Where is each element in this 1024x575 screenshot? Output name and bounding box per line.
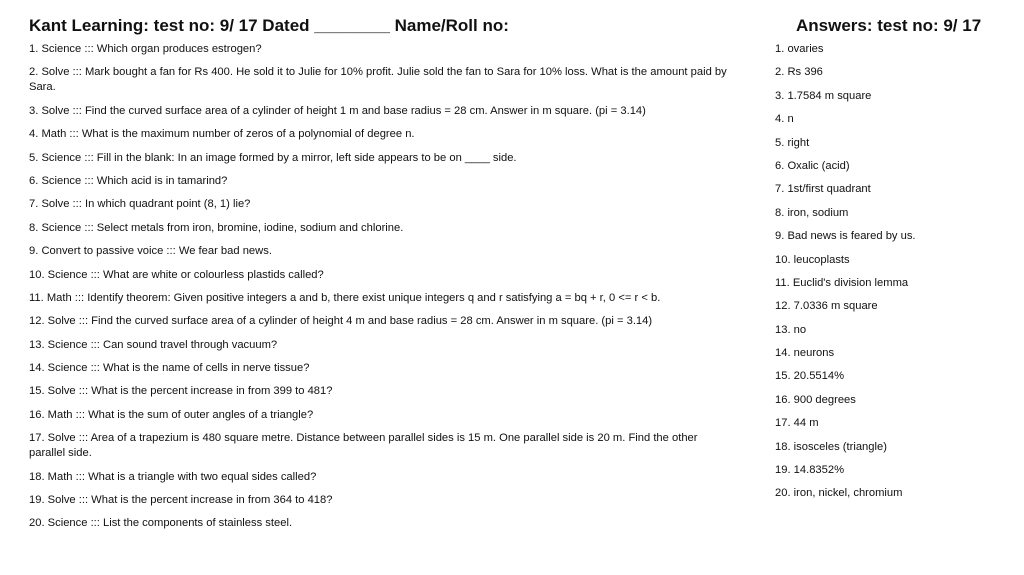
answer-item: 4. n xyxy=(775,113,794,126)
question-item: 2. Solve ::: Mark bought a fan for Rs 400. He sold it to Julie for 10% profit. Julie sold the fan to Sara for 10% loss. What is the amount paid by Sara. xyxy=(29,66,727,94)
worksheet-column xyxy=(29,14,729,540)
question-item: 8. Science ::: Select metals from iron, bromine, iodine, sodium and chlorine. xyxy=(29,221,404,234)
answers-title: Answers: test no: 9/ 17 xyxy=(796,16,982,35)
answer-item: 17. 44 m xyxy=(775,417,819,430)
question-item: 7. Solve ::: In which quadrant point (8, 1) lie? xyxy=(29,198,251,211)
answer-item: 20. iron, nickel, chromium xyxy=(775,487,903,500)
question-item: 9. Convert to passive voice ::: We fear bad news. xyxy=(29,245,272,258)
question-item: 12. Solve ::: Find the curved surface area of a cylinder of height 4 m and base radius = 28 cm. Answer in m square. (pi = 3.14) xyxy=(29,315,653,328)
answer-item: 9. Bad news is feared by us. xyxy=(775,230,916,243)
question-item: 6. Science ::: Which acid is in tamarind? xyxy=(29,174,228,187)
answer-item: 3. 1.7584 m square xyxy=(775,89,872,102)
answer-item: 13. no xyxy=(775,323,807,336)
question-item: 19. Solve ::: What is the percent increase in from 364 to 418? xyxy=(29,494,333,507)
answer-item: 11. Euclid's division lemma xyxy=(775,276,909,289)
question-item: 15. Solve ::: What is the percent increase in from 399 to 481? xyxy=(29,385,333,398)
question-item: 13. Science ::: Can sound travel through vacuum? xyxy=(29,338,278,351)
answer-item: 5. right xyxy=(775,136,810,149)
answer-item: 8. iron, sodium xyxy=(775,206,849,219)
answer-item: 6. Oxalic (acid) xyxy=(775,159,850,172)
answer-item: 15. 20.5514% xyxy=(775,370,845,383)
question-item: 10. Science ::: What are white or colourless plastids called? xyxy=(29,268,324,281)
question-item: 4. Math ::: What is the maximum number of zeros of a polynomial of degree n. xyxy=(29,128,415,141)
answers-column xyxy=(775,14,1010,510)
question-item: 17. Solve ::: Area of a trapezium is 480 square metre. Distance between parallel sides is 15 m. One parallel side is 20 m. Find the other parallel side. xyxy=(29,432,698,460)
answer-list xyxy=(775,42,1010,501)
question-item: 3. Solve ::: Find the curved surface area of a cylinder of height 1 m and base radius = 28 cm. Answer in m square. (pi = 3.14) xyxy=(29,104,646,117)
question-item: 14. Science ::: What is the name of cells in nerve tissue? xyxy=(29,362,310,375)
question-item: 5. Science ::: Fill in the blank: In an image formed by a mirror, left side appears to be on ____ side. xyxy=(29,151,517,164)
answer-item: 10. leucoplasts xyxy=(775,253,850,266)
answer-item: 14. neurons xyxy=(775,347,835,360)
question-item: 1. Science ::: Which organ produces estrogen? xyxy=(29,43,262,55)
answer-item: 16. 900 degrees xyxy=(775,393,856,406)
question-item: 16. Math ::: What is the sum of outer angles of a triangle? xyxy=(29,408,314,421)
question-item: 11. Math ::: Identify theorem: Given positive integers a and b, there exist unique integers q and r satisfying a = bq + r, 0 <= r < b. xyxy=(29,291,661,304)
answer-item: 2. Rs 396 xyxy=(775,66,823,79)
question-item: 18. Math ::: What is a triangle with two equal sides called? xyxy=(29,470,317,483)
worksheet-title: Kant Learning: test no: 9/ 17 Dated ________ Name/Roll no: xyxy=(29,16,509,35)
answer-item: 12. 7.0336 m square xyxy=(775,300,878,313)
question-item: 20. Science ::: List the components of stainless steel. xyxy=(29,517,293,530)
answer-item: 19. 14.8352% xyxy=(775,464,845,477)
answer-item: 18. isosceles (triangle) xyxy=(775,440,887,453)
answer-item: 1. ovaries xyxy=(775,43,824,55)
question-list xyxy=(29,42,729,531)
answer-item: 7. 1st/first quadrant xyxy=(775,183,871,196)
